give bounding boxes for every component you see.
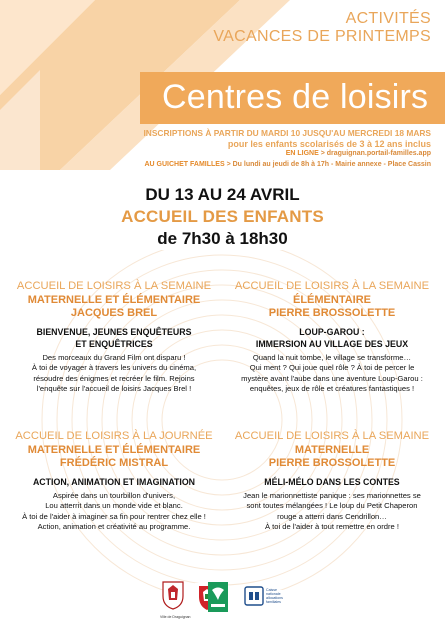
desc-line: sont toutes mélangées ! Le loup du Petit Chaperon (246, 501, 418, 511)
guichet-label: AU GUICHET FAMILLES (144, 160, 225, 168)
desc-line: Jean le marionnettiste panique : ses marionnettes se (243, 490, 421, 500)
block-description (226, 491, 438, 533)
guichet-info (143, 160, 431, 171)
theme-line-2: IMMERSION AU VILLAGE DES JEUX (255, 338, 409, 349)
theme-line-1: MÉLI-MÉLO DANS LES CONTES (264, 476, 400, 487)
desc-line: Qui ment ? Qui joue quel rôle ? À toi de percer le (249, 363, 415, 373)
desc-line: Action, animation et créativité au programme. (37, 522, 191, 532)
theme-line-2: ET ENQUÊTRICES (75, 338, 153, 349)
desc-line: rouge a atterri dans Cendrillon… (277, 511, 387, 521)
desc-line: Des morceaux du Grand Film ont disparu ! (42, 352, 186, 362)
desc-line: À toi de voyager à travers les univers du cinéma, (31, 363, 197, 373)
dracenie-logo (208, 582, 228, 612)
desc-line: l'enquête sur l'accueil de loisirs Jacques Brel ! (36, 384, 192, 394)
desc-line: Aspirée dans un tourbillon d'univers, (52, 490, 176, 500)
theme-line-1: BIENVENUE, JEUNES ENQUÊTEURS (36, 326, 192, 337)
block-theme (226, 476, 438, 488)
block-type: ACCUEIL DE LOISIRS À LA SEMAINE (234, 280, 430, 292)
block-place: FRÉDÉRIC MISTRAL (59, 456, 169, 469)
dates-section (0, 184, 445, 250)
desc-line: À toi de l'aider à imaginer sa fin pour rentrer chez elle ! (22, 511, 206, 521)
block-theme (8, 326, 220, 350)
block-description (8, 491, 220, 533)
block-description (8, 353, 220, 395)
vacations-label: VACANCES DE PRINTEMPS (213, 28, 431, 45)
desc-line: Quand la nuit tombe, le village se transforme… (252, 352, 412, 362)
opening-hours: de 7h30 à 18h30 (157, 229, 288, 248)
block-description (226, 353, 438, 395)
desc-line: Lou atterrit dans un monde vide et blanc. (45, 501, 183, 511)
block-place: PIERRE BROSSOLETTE (268, 306, 396, 319)
block-level: MATERNELLE ET ÉLÉMENTAIRE (27, 293, 201, 306)
draguignan-caption: Ville de Draguignan (160, 615, 191, 619)
header-activities (213, 10, 431, 46)
block-level: ÉLÉMENTAIRE (292, 293, 372, 306)
block-theme (226, 326, 438, 350)
desc-line: résoudre des énigmes et recréer le film. Rejoins (33, 373, 195, 383)
footer-logos (0, 578, 445, 622)
accueil-heading: ACCUEIL DES ENFANTS (121, 207, 324, 226)
inscription-info (143, 128, 431, 170)
draguignan-logo (160, 580, 191, 619)
guichet-text: > Du lundi au jeudi de 8h à 17h - Mairie annexe - Place Cassin (224, 160, 431, 168)
block-jacques-brel (8, 280, 220, 395)
online-label: EN LIGNE (285, 150, 319, 157)
desc-line: enquêtes, jeux de rôle et créatures fantastiques ! (249, 384, 415, 394)
inscription-dates: INSCRIPTIONS À PARTIR DU MARDI 10 JUSQU'AU MERCREDI 18 MARS (143, 128, 431, 138)
block-level: MATERNELLE (294, 443, 370, 456)
block-place: PIERRE BROSSOLETTE (268, 456, 396, 469)
theme-line-1: LOUP-GAROU : (299, 326, 365, 337)
date-range: DU 13 AU 24 AVRIL (145, 185, 300, 204)
caf-text: Caisse nationale allocations familiales (266, 587, 283, 605)
block-type: ACCUEIL DE LOISIRS À LA SEMAINE (234, 430, 430, 442)
desc-line: mystère avant l'aube dans une aventure Loup-Garou : (241, 373, 423, 383)
block-brossolette-elementaire (226, 280, 438, 395)
caf-logo (244, 586, 294, 606)
block-place: JACQUES BREL (70, 306, 158, 319)
block-type: ACCUEIL DE LOISIRS À LA SEMAINE (16, 280, 212, 292)
block-frederic-mistral (8, 430, 220, 533)
page-title: Centres de loisirs (162, 78, 429, 116)
theme-line-1: ACTION, ANIMATION ET IMAGINATION (32, 476, 196, 487)
activities-label: ACTIVITÉS (345, 10, 431, 27)
online-link[interactable]: > draguignan.portail-familles.app (318, 150, 431, 157)
block-brossolette-maternelle (226, 430, 438, 533)
desc-line: À toi de l'aider à tout remettre en ordre ! (265, 522, 399, 532)
block-type: ACCUEIL DE LOISIRS À LA JOURNÉE (15, 430, 213, 442)
block-level: MATERNELLE ET ÉLÉMENTAIRE (27, 443, 201, 456)
online-info (143, 149, 431, 160)
block-theme (8, 476, 220, 488)
audience-text: pour les enfants scolarisés de 3 à 12 ans inclus (227, 138, 431, 149)
